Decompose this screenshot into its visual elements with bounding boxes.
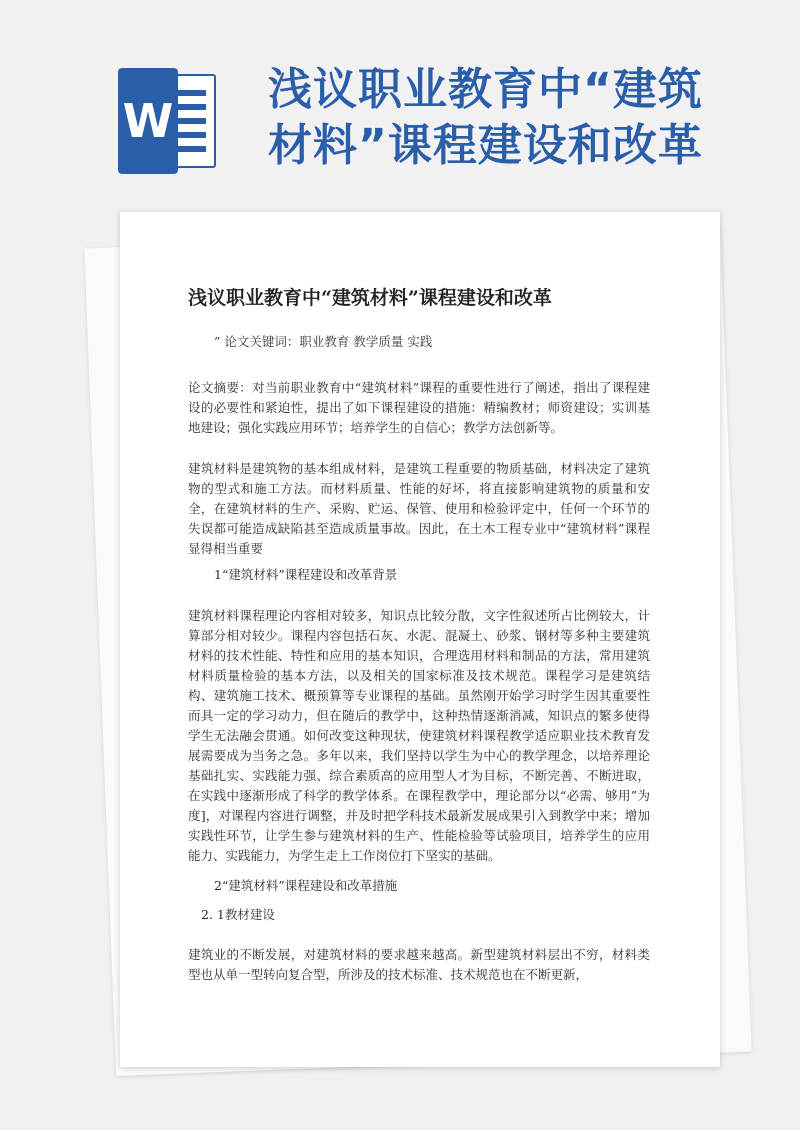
body-paragraph-1: 建筑材料课程理论内容相对较多，知识点比较分散，文字性叙述所占比例较大，计算部分相对较少。课程内容包括石灰、水泥、混凝土、砂浆、钢材等多种主要建筑材料的技术性能、特性和应用的基本知识，合理选用材料和制品的方法，常用建筑材料质量检验的基本方法，以及相关的国家标准及技术规范。课程学习是建筑结构、建筑施工技术、概预算等专业课程的基础。虽然刚开始学习时学生因其重要性而具一定的学习动力，但在随后的教学中，这种热情逐渐消减，知识点的繁多使得学生无法融会贯通。如何改变这种现状，使建筑材料课程教学适应职业技术教育发展需要成为当务之急。多年以来，我们坚持以学生为中心的教学理念，以培养理论基础扎实、实践能力强、综合素质高的应用型人才为目标，不断完善、不断进取，在实践中逐渐形成了科学的教学体系。在课程教学中，理论部分以“必需、够用”为度]，对课程内容进行调整，并及时把学科技术最新发展成果引入到教学中来；增加实践性环节，让学生参与建筑材料的生产、性能检验等试验项目，培养学生的应用能力、实践能力，为学生走上工作岗位打下坚实的基础。 bbox=[188, 608, 650, 863]
body-paragraph-2: 建筑业的不断发展，对建筑材料的要求越来越高。新型建筑材料层出不穷，材料类型也从单一型转向复合型，所涉及的技术标准、技术规范也在不断更新， bbox=[188, 947, 650, 982]
word-letter-badge: W bbox=[118, 68, 178, 174]
section-heading-1: 1“建筑材料”课程建设和改革背景 bbox=[214, 567, 398, 582]
document-title: 浅议职业教育中“建筑材料”课程建设和改革 bbox=[188, 287, 552, 309]
abstract-paragraph: 论文摘要：对当前职业教育中“建筑材料”课程的重要性进行了阐述，指出了课程建设的必要性和紧迫性，提出了如下课程建设的措施：精编教材；师资建设；实训基地建设；强化实践应用环节；培养学生的自信心；教学方法创新等。 bbox=[188, 380, 650, 435]
keywords-line: ” 论文关键词：职业教育 教学质量 实践 bbox=[214, 334, 433, 349]
subsection-heading-2-1: 2. 1教材建设 bbox=[201, 907, 275, 922]
intro-paragraph: 建筑材料是建筑物的基本组成材料，是建筑工程重要的物质基础，材料决定了建筑物的型式和施工方法。而材料质量、性能的好坏，将直接影响建筑物的质量和安全，在建筑材料的生产、采购、贮运、保管、使用和检验评定中，任何一个环节的失误都可能造成缺陷甚至造成质量事故。因此，在土木工程专业中“建筑材料”课程显得相当重要 bbox=[188, 461, 650, 556]
page-title: 浅议职业教育中“建筑材料”课程建设和改革 bbox=[268, 64, 703, 171]
word-logo-icon bbox=[118, 68, 216, 174]
section-heading-2: 2“建筑材料”课程建设和改革措施 bbox=[214, 878, 398, 893]
